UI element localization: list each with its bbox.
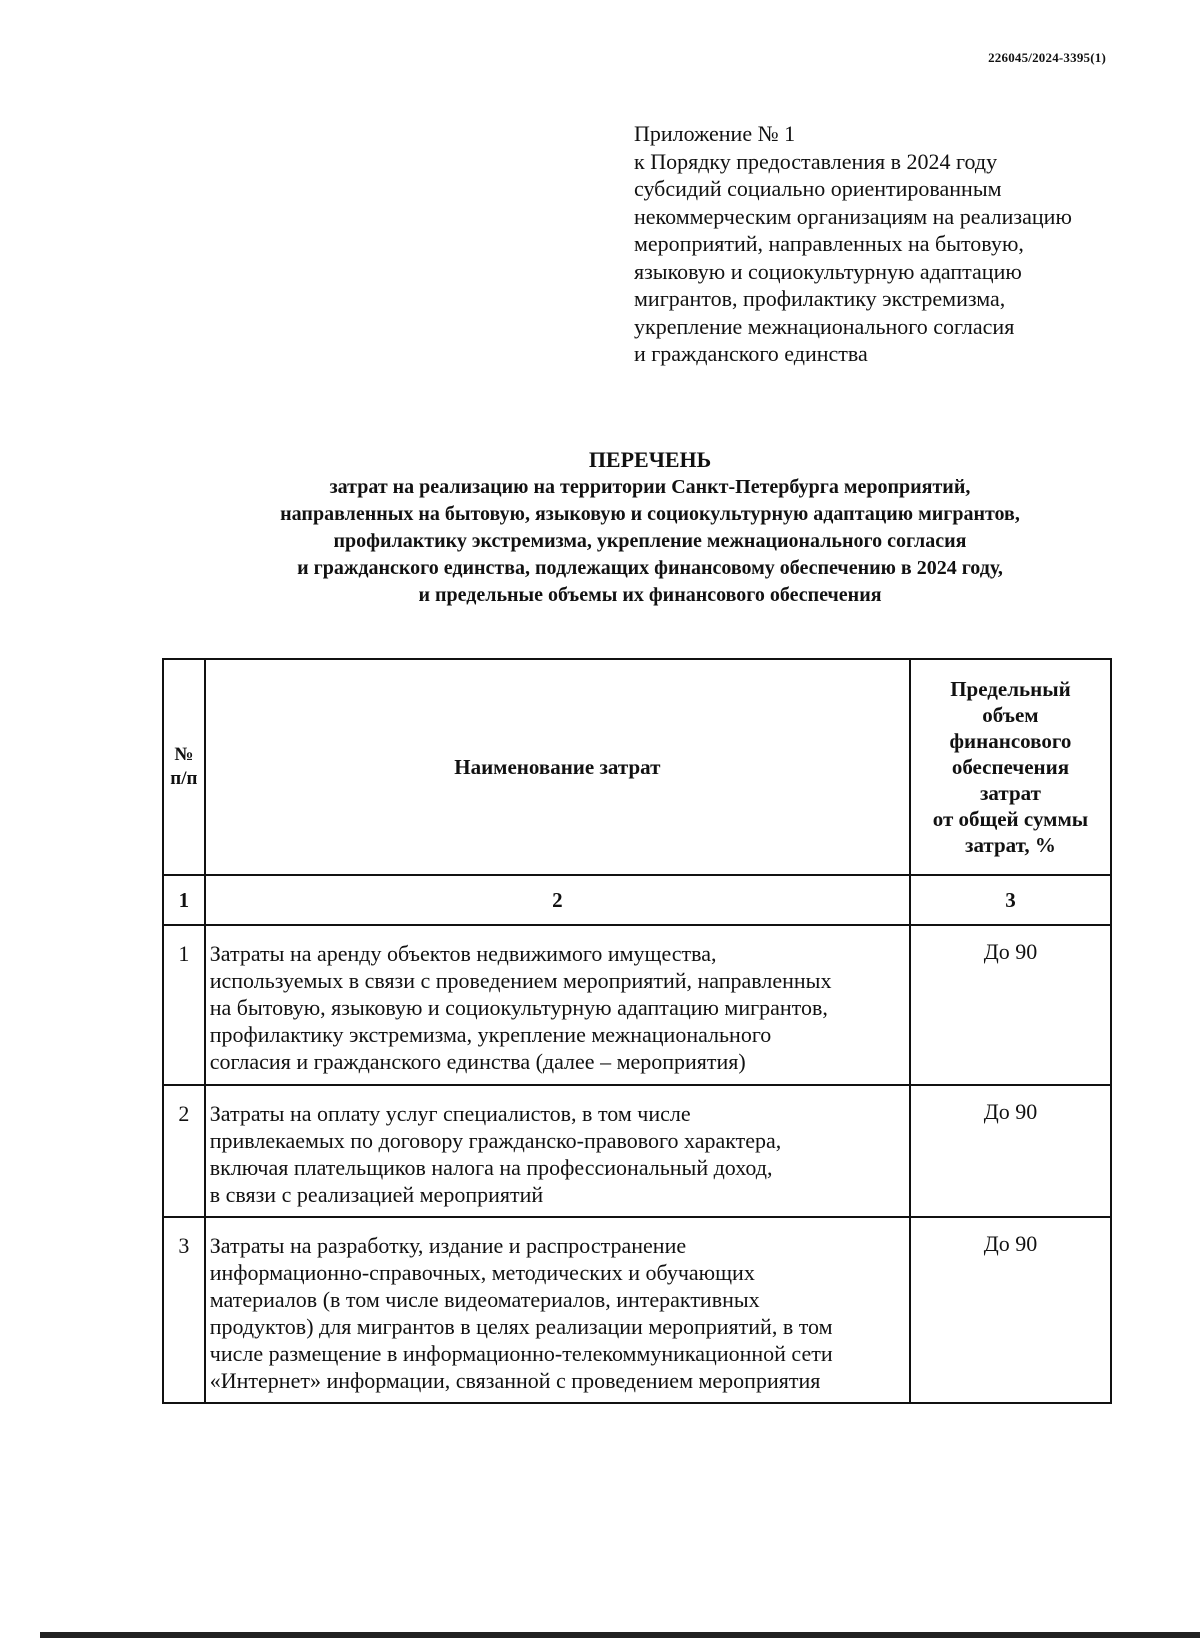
cost-name-line: «Интернет» информации, связанной с проведением мероприятия <box>209 1368 821 1393</box>
cost-name-line: числе размещение в информационно-телекоммуникационной сети <box>209 1341 833 1366</box>
appendix-line: к Порядку предоставления в 2024 году <box>634 148 998 174</box>
appendix-line: субсидий социально ориентированным <box>634 176 1002 201</box>
document-title <box>150 446 1150 609</box>
cost-name-line: привлекаемых по договору гражданско-правового характера, <box>209 1128 782 1153</box>
row-cost-name <box>205 1217 910 1403</box>
cost-name-line: профилактику экстремизма, укрепление межнационального <box>209 1022 772 1047</box>
table-row <box>163 1085 1111 1217</box>
column-index: 3 <box>910 875 1111 925</box>
appendix-line: мигрантов, профилактику экстремизма, <box>634 286 1006 311</box>
row-number: 2 <box>163 1085 205 1217</box>
appendix-line: укрепление межнационального согласия <box>634 313 1015 339</box>
title-line: затрат на реализацию на территории Санкт-Петербурга мероприятий, <box>329 476 971 498</box>
cost-name-line: Затраты на оплату услуг специалистов, в том числе <box>209 1101 691 1126</box>
row-number: 3 <box>163 1217 205 1403</box>
header-num-line: № <box>174 744 194 765</box>
appendix-line: и гражданского единства <box>634 341 868 366</box>
costs-table <box>162 658 1112 1404</box>
row-limit: До 90 <box>910 925 1111 1085</box>
cost-name-line: информационно-справочных, методических и обучающих <box>209 1260 755 1285</box>
row-limit: До 90 <box>910 1085 1111 1217</box>
header-limit-line: объем <box>982 703 1039 727</box>
appendix-line: Приложение № 1 <box>634 121 796 146</box>
cost-name-line: продуктов) для мигрантов в целях реализации мероприятий, в том <box>209 1314 833 1339</box>
row-limit: До 90 <box>910 1217 1111 1403</box>
title-line: и гражданского единства, подлежащих финансовому обеспечению в 2024 году, <box>297 557 1003 579</box>
title-line: направленных на бытовую, языковую и социокультурную адаптацию мигрантов, <box>280 503 1020 525</box>
title-line: и предельные объемы их финансового обеспечения <box>418 584 882 606</box>
header-limit <box>910 659 1111 875</box>
cost-name-line: согласия и гражданского единства (далее – мероприятия) <box>209 1049 746 1074</box>
cost-name-line: на бытовую, языковую и социокультурную адаптацию мигрантов, <box>209 995 828 1020</box>
title-line: профилактику экстремизма, укрепление межнационального согласия <box>333 530 967 552</box>
cost-name-line: в связи с реализацией мероприятий <box>209 1182 544 1207</box>
column-index: 1 <box>163 875 205 925</box>
appendix-line: мероприятий, направленных на бытовую, <box>634 231 1024 256</box>
header-limit-line: финансового <box>949 729 1072 753</box>
header-limit-line: от общей суммы <box>932 807 1089 831</box>
header-num <box>163 659 205 875</box>
table-row <box>163 1217 1111 1403</box>
cost-name-line: Затраты на разработку, издание и распространение <box>209 1233 687 1258</box>
header-limit-line: обеспечения <box>951 755 1070 779</box>
cost-name-line: Затраты на аренду объектов недвижимого имущества, <box>209 941 717 966</box>
table-row <box>163 925 1111 1085</box>
appendix-header <box>634 120 1154 368</box>
column-index: 2 <box>205 875 910 925</box>
table-header-row <box>163 659 1111 875</box>
header-limit-line: затрат <box>979 781 1041 805</box>
header-limit-line: Предельный <box>950 677 1071 701</box>
scan-bottom-edge <box>40 1632 1200 1638</box>
document-id: 226045/2024-3395(1) <box>988 50 1106 65</box>
cost-name-line: включая плательщиков налога на профессиональный доход, <box>209 1155 773 1180</box>
row-number: 1 <box>163 925 205 1085</box>
cost-name-line: используемых в связи с проведением мероприятий, направленных <box>209 968 832 993</box>
cost-name-line: материалов (в том числе видеоматериалов, интерактивных <box>209 1287 760 1312</box>
header-num-line: п/п <box>170 768 198 789</box>
header-limit-line: затрат, % <box>965 833 1056 857</box>
title-main: ПЕРЕЧЕНЬ <box>588 447 712 472</box>
row-cost-name <box>205 1085 910 1217</box>
column-index-row <box>163 875 1111 925</box>
appendix-line: некоммерческим организациям на реализацию <box>634 203 1072 229</box>
appendix-line: языковую и социокультурную адаптацию <box>634 258 1022 284</box>
header-name: Наименование затрат <box>205 659 910 875</box>
row-cost-name <box>205 925 910 1085</box>
